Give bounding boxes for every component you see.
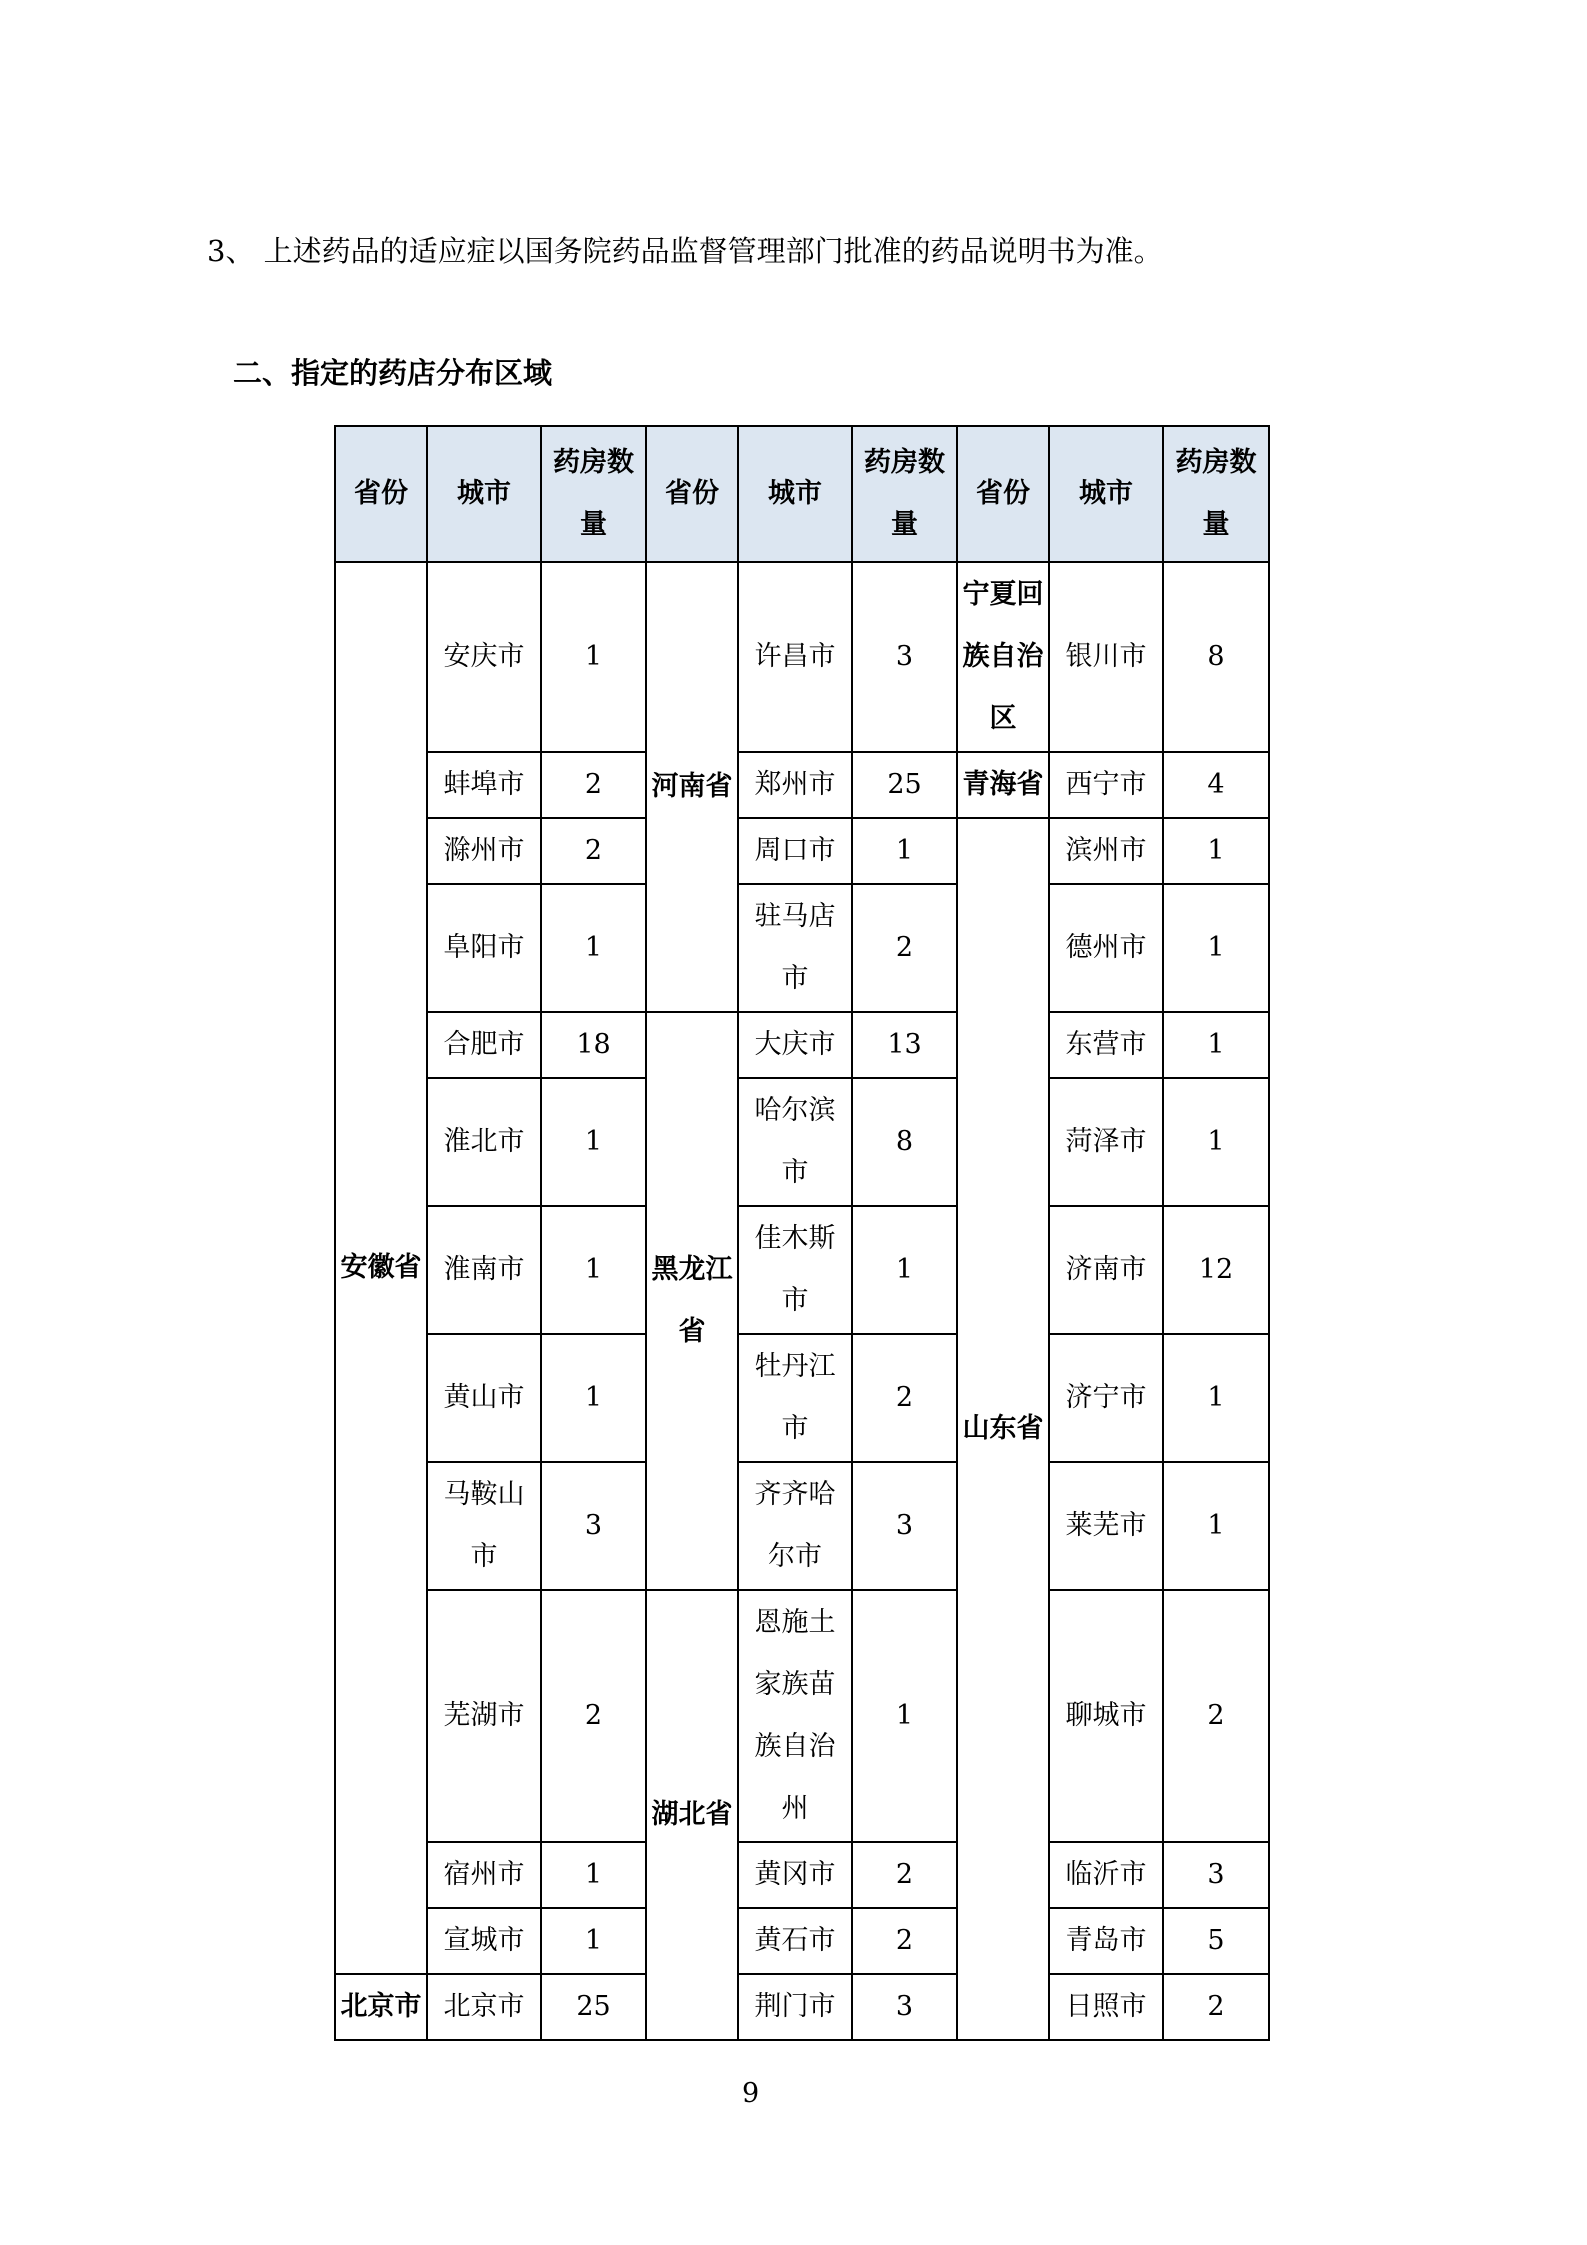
province-cell: 湖北省 xyxy=(646,1590,738,2040)
city-cell: 蚌埠市 xyxy=(427,752,541,818)
count-cell: 3 xyxy=(852,1974,957,2040)
column-header-count: 药房数量 xyxy=(852,426,957,562)
section-heading: 二、指定的药店分布区域 xyxy=(233,356,553,391)
city-cell: 大庆市 xyxy=(738,1012,852,1078)
city-cell: 济宁市 xyxy=(1049,1334,1163,1462)
city-cell: 济南市 xyxy=(1049,1206,1163,1334)
count-cell: 3 xyxy=(852,562,957,752)
count-cell: 1 xyxy=(1163,1334,1269,1462)
count-cell: 25 xyxy=(852,752,957,818)
count-cell: 25 xyxy=(541,1974,646,2040)
province-cell: 青海省 xyxy=(957,752,1049,818)
count-cell: 2 xyxy=(1163,1590,1269,1842)
count-cell: 4 xyxy=(1163,752,1269,818)
count-cell: 1 xyxy=(852,818,957,884)
column-header-city: 城市 xyxy=(1049,426,1163,562)
count-cell: 1 xyxy=(1163,1462,1269,1590)
city-cell: 芜湖市 xyxy=(427,1590,541,1842)
city-cell: 阜阳市 xyxy=(427,884,541,1012)
city-cell: 宿州市 xyxy=(427,1842,541,1908)
province-cell: 黑龙江省 xyxy=(646,1012,738,1590)
table-row xyxy=(335,1974,1269,2040)
table-header-row xyxy=(335,426,1269,562)
count-cell: 2 xyxy=(852,884,957,1012)
city-cell: 滨州市 xyxy=(1049,818,1163,884)
table-row xyxy=(335,1012,1269,1078)
city-cell: 黄石市 xyxy=(738,1908,852,1974)
count-cell: 1 xyxy=(1163,1078,1269,1206)
city-cell: 周口市 xyxy=(738,818,852,884)
count-cell: 1 xyxy=(852,1590,957,1842)
column-header-count: 药房数量 xyxy=(1163,426,1269,562)
count-cell: 1 xyxy=(541,562,646,752)
count-cell: 1 xyxy=(1163,818,1269,884)
count-cell: 2 xyxy=(852,1908,957,1974)
count-cell: 2 xyxy=(852,1842,957,1908)
table-row xyxy=(335,1462,1269,1590)
province-cell: 山东省 xyxy=(957,818,1049,2040)
count-cell: 3 xyxy=(1163,1842,1269,1908)
count-cell: 1 xyxy=(1163,884,1269,1012)
city-cell: 牡丹江市 xyxy=(738,1334,852,1462)
count-cell: 1 xyxy=(541,1842,646,1908)
province-cell: 宁夏回族自治区 xyxy=(957,562,1049,752)
column-header-city: 城市 xyxy=(738,426,852,562)
table-body xyxy=(335,562,1269,2040)
page-number: 9 xyxy=(742,2078,760,2109)
city-cell: 东营市 xyxy=(1049,1012,1163,1078)
city-cell: 菏泽市 xyxy=(1049,1078,1163,1206)
city-cell: 聊城市 xyxy=(1049,1590,1163,1842)
table-row xyxy=(335,1842,1269,1908)
city-cell: 日照市 xyxy=(1049,1974,1163,2040)
count-cell: 1 xyxy=(541,1206,646,1334)
count-cell: 2 xyxy=(852,1334,957,1462)
city-cell: 临沂市 xyxy=(1049,1842,1163,1908)
count-cell: 12 xyxy=(1163,1206,1269,1334)
city-cell: 北京市 xyxy=(427,1974,541,2040)
city-cell: 齐齐哈尔市 xyxy=(738,1462,852,1590)
pharmacy-distribution-table xyxy=(334,425,1270,2041)
city-cell: 黄山市 xyxy=(427,1334,541,1462)
city-cell: 许昌市 xyxy=(738,562,852,752)
count-cell: 1 xyxy=(541,884,646,1012)
column-header-city: 城市 xyxy=(427,426,541,562)
city-cell: 淮南市 xyxy=(427,1206,541,1334)
count-cell: 2 xyxy=(541,752,646,818)
city-cell: 恩施土家族苗族自治州 xyxy=(738,1590,852,1842)
table-row xyxy=(335,1908,1269,1974)
city-cell: 淮北市 xyxy=(427,1078,541,1206)
count-cell: 1 xyxy=(541,1908,646,1974)
table-row xyxy=(335,562,1269,752)
city-cell: 郑州市 xyxy=(738,752,852,818)
table-row xyxy=(335,818,1269,884)
count-cell: 1 xyxy=(1163,1012,1269,1078)
column-header-count: 药房数量 xyxy=(541,426,646,562)
count-cell: 2 xyxy=(541,818,646,884)
city-cell: 安庆市 xyxy=(427,562,541,752)
city-cell: 驻马店市 xyxy=(738,884,852,1012)
city-cell: 合肥市 xyxy=(427,1012,541,1078)
table-row xyxy=(335,884,1269,1012)
province-cell: 北京市 xyxy=(335,1974,427,2040)
count-cell: 8 xyxy=(852,1078,957,1206)
count-cell: 8 xyxy=(1163,562,1269,752)
table-row xyxy=(335,1334,1269,1462)
city-cell: 莱芜市 xyxy=(1049,1462,1163,1590)
note-paragraph: 3、 上述药品的适应症以国务院药品监督管理部门批准的药品说明书为准。 xyxy=(207,234,1163,268)
count-cell: 18 xyxy=(541,1012,646,1078)
count-cell: 13 xyxy=(852,1012,957,1078)
province-cell: 安徽省 xyxy=(335,562,427,1974)
table-row xyxy=(335,1078,1269,1206)
count-cell: 1 xyxy=(852,1206,957,1334)
province-cell: 河南省 xyxy=(646,562,738,1012)
city-cell: 西宁市 xyxy=(1049,752,1163,818)
column-header-province: 省份 xyxy=(646,426,738,562)
table-row xyxy=(335,752,1269,818)
city-cell: 银川市 xyxy=(1049,562,1163,752)
city-cell: 滁州市 xyxy=(427,818,541,884)
count-cell: 3 xyxy=(852,1462,957,1590)
count-cell: 2 xyxy=(541,1590,646,1842)
city-cell: 青岛市 xyxy=(1049,1908,1163,1974)
city-cell: 德州市 xyxy=(1049,884,1163,1012)
city-cell: 马鞍山市 xyxy=(427,1462,541,1590)
city-cell: 黄冈市 xyxy=(738,1842,852,1908)
count-cell: 1 xyxy=(541,1078,646,1206)
city-cell: 荆门市 xyxy=(738,1974,852,2040)
count-cell: 3 xyxy=(541,1462,646,1590)
count-cell: 2 xyxy=(1163,1974,1269,2040)
column-header-province: 省份 xyxy=(335,426,427,562)
city-cell: 宣城市 xyxy=(427,1908,541,1974)
column-header-province: 省份 xyxy=(957,426,1049,562)
count-cell: 1 xyxy=(541,1334,646,1462)
count-cell: 5 xyxy=(1163,1908,1269,1974)
city-cell: 佳木斯市 xyxy=(738,1206,852,1334)
table-row xyxy=(335,1590,1269,1842)
table-row xyxy=(335,1206,1269,1334)
city-cell: 哈尔滨市 xyxy=(738,1078,852,1206)
